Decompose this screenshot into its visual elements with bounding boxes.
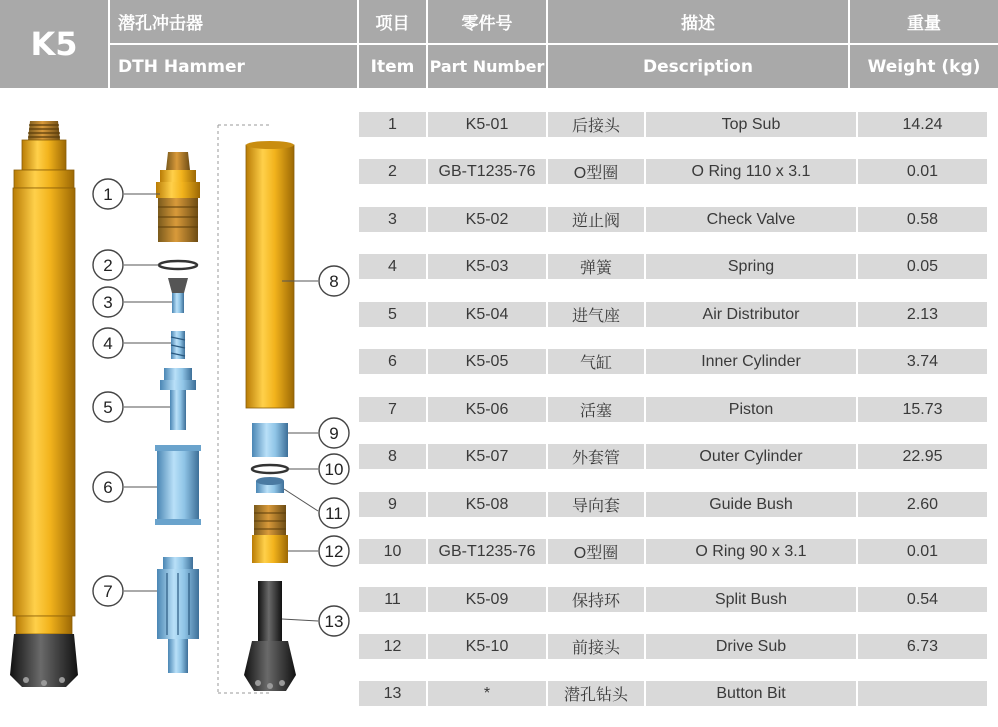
callout-11 xyxy=(319,498,349,528)
callout-label: 4 xyxy=(103,334,113,353)
cell-description: Inner Cylinder xyxy=(701,352,801,370)
cell-description: O Ring 110 x 3.1 xyxy=(691,162,811,180)
cell-part-number: K5-08 xyxy=(465,495,509,513)
cell-description: O Ring 90 x 3.1 xyxy=(695,542,807,560)
cell-weight: 0.01 xyxy=(906,162,939,180)
callout-12 xyxy=(319,536,349,566)
cell-name-cn: 活塞 xyxy=(579,403,612,420)
cell-item: 12 xyxy=(383,637,402,655)
cell-name-cn: O型圈 xyxy=(573,545,619,562)
table-row xyxy=(359,444,987,469)
cell-part-number: K5-09 xyxy=(465,590,509,608)
cell-name-cn: 前接头 xyxy=(571,640,620,657)
cell-name-cn: 外套管 xyxy=(571,450,620,467)
callout-label: 1 xyxy=(103,185,113,204)
callout-label: 11 xyxy=(325,504,343,523)
header-weight-cn: 重量 xyxy=(907,14,941,34)
cell-part-number: K5-07 xyxy=(465,447,509,465)
part-guide-bush xyxy=(252,423,288,457)
cell-weight: 14.24 xyxy=(902,115,943,133)
callout-4 xyxy=(93,328,123,358)
header-part-cn: 零件号 xyxy=(461,14,513,34)
cell-part-number: * xyxy=(483,684,491,702)
cell-name-cn: 保持环 xyxy=(571,593,620,610)
cell-description: Check Valve xyxy=(706,210,796,228)
cell-item: 9 xyxy=(388,495,397,513)
cell-description: Spring xyxy=(727,257,775,275)
cell-part-number: K5-05 xyxy=(465,352,509,370)
table-row xyxy=(359,634,987,659)
cell-name-cn: 后接头 xyxy=(571,118,620,135)
cell-part-number: K5-06 xyxy=(465,400,509,418)
table-row xyxy=(359,539,987,564)
header-product-cn: 潜孔冲击器 xyxy=(118,14,203,34)
cell-weight: 22.95 xyxy=(902,447,943,465)
header-weight-en: Weight (kg) xyxy=(867,56,981,77)
cell-item: 6 xyxy=(388,352,397,370)
cell-item: 13 xyxy=(383,684,402,702)
cell-weight: 0.54 xyxy=(906,590,939,608)
callout-3 xyxy=(93,287,123,317)
model-code: K5 xyxy=(30,25,78,63)
header-part-en: Part Number xyxy=(429,57,545,76)
part-split-bush xyxy=(256,477,284,493)
part-air-distributor xyxy=(160,368,196,430)
callout-8 xyxy=(319,266,349,296)
cell-name-cn: 潜孔钻头 xyxy=(563,687,628,704)
cell-part-number: K5-10 xyxy=(465,637,509,655)
part-o-ring-110 xyxy=(159,261,197,269)
cell-description: Drive Sub xyxy=(715,637,787,655)
callout-label: 8 xyxy=(329,272,339,291)
cell-part-number: GB-T1235-76 xyxy=(438,162,536,180)
callout-5 xyxy=(93,392,123,422)
cell-item: 8 xyxy=(388,447,397,465)
cell-description: Guide Bush xyxy=(709,495,793,513)
table-row xyxy=(359,492,987,517)
table-header xyxy=(0,0,998,88)
cell-description: Air Distributor xyxy=(702,305,800,323)
part-check-valve xyxy=(168,278,188,313)
callout-6 xyxy=(93,472,123,502)
table-row xyxy=(359,302,987,327)
callout-13 xyxy=(319,606,349,636)
callout-label: 13 xyxy=(324,612,344,631)
callout-label: 5 xyxy=(103,398,113,417)
table-row xyxy=(359,112,987,137)
callout-9 xyxy=(319,418,349,448)
table-row xyxy=(359,159,987,184)
cell-item: 7 xyxy=(388,400,397,418)
cell-name-cn: 逆止阀 xyxy=(571,213,620,230)
cell-part-number: K5-02 xyxy=(465,210,509,228)
part-top-sub xyxy=(156,152,200,242)
cell-weight xyxy=(858,681,987,706)
cell-part-number: GB-T1235-76 xyxy=(438,542,536,560)
table-row xyxy=(359,587,987,612)
cell-weight: 0.01 xyxy=(906,542,939,560)
assembled-hammer xyxy=(10,121,78,687)
part-o-ring-90 xyxy=(252,465,288,473)
cell-weight: 0.05 xyxy=(906,257,939,275)
cell-part-number: K5-03 xyxy=(465,257,509,275)
cell-name-cn: 弹簧 xyxy=(579,260,612,277)
callout-label: 6 xyxy=(103,478,113,497)
part-spring xyxy=(171,331,185,359)
part-piston xyxy=(157,557,199,673)
cell-item: 3 xyxy=(388,210,397,228)
cell-weight: 0.58 xyxy=(906,210,939,228)
callout-label: 12 xyxy=(324,542,344,561)
header-product-en: DTH Hammer xyxy=(118,56,245,77)
header-desc-cn: 描述 xyxy=(681,14,715,34)
cell-weight: 2.60 xyxy=(906,495,939,513)
callout-label: 3 xyxy=(103,293,113,312)
part-inner-cylinder xyxy=(155,445,201,525)
callout-label: 10 xyxy=(324,460,344,479)
callout-label: 2 xyxy=(103,256,113,275)
header-item-cn: 项目 xyxy=(375,14,410,34)
table-row xyxy=(359,397,987,422)
cell-description: Piston xyxy=(728,400,774,418)
callout-2 xyxy=(93,250,123,280)
cell-name-cn: 进气座 xyxy=(571,308,620,325)
part-drive-sub xyxy=(252,505,288,563)
cell-name-cn: 导向套 xyxy=(571,498,620,515)
cell-item: 10 xyxy=(383,542,402,560)
callout-10 xyxy=(319,454,349,484)
exploded-view-illustration xyxy=(0,95,359,727)
header-desc-en: Description xyxy=(643,56,753,77)
callout-1 xyxy=(93,179,123,209)
table-row xyxy=(359,254,987,279)
cell-item: 11 xyxy=(384,590,401,608)
cell-weight: 6.73 xyxy=(906,637,939,655)
cell-item: 2 xyxy=(388,162,397,180)
cell-description: Outer Cylinder xyxy=(699,447,803,465)
part-outer-cylinder xyxy=(246,145,294,408)
callout-label: 9 xyxy=(329,424,339,443)
table-row xyxy=(359,207,987,232)
cell-part-number: K5-01 xyxy=(465,115,509,133)
cell-item: 1 xyxy=(388,115,397,133)
cell-part-number: K5-04 xyxy=(465,305,509,323)
cell-name-cn: 气缸 xyxy=(579,355,612,372)
callout-label: 7 xyxy=(103,582,113,601)
cell-weight: 15.73 xyxy=(902,400,943,418)
table-row xyxy=(359,349,987,374)
cell-weight: 3.74 xyxy=(906,352,939,370)
cell-description: Split Bush xyxy=(714,590,788,608)
cell-description: Button Bit xyxy=(716,684,786,702)
part-button-bit xyxy=(244,581,296,691)
cell-description: Top Sub xyxy=(721,115,781,133)
header-item-en: Item xyxy=(370,56,415,77)
cell-item: 5 xyxy=(388,305,397,323)
cell-item: 4 xyxy=(388,257,397,275)
table-row xyxy=(359,681,987,706)
callout-7 xyxy=(93,576,123,606)
cell-weight: 2.13 xyxy=(906,305,939,323)
cell-name-cn: O型圈 xyxy=(573,165,619,182)
